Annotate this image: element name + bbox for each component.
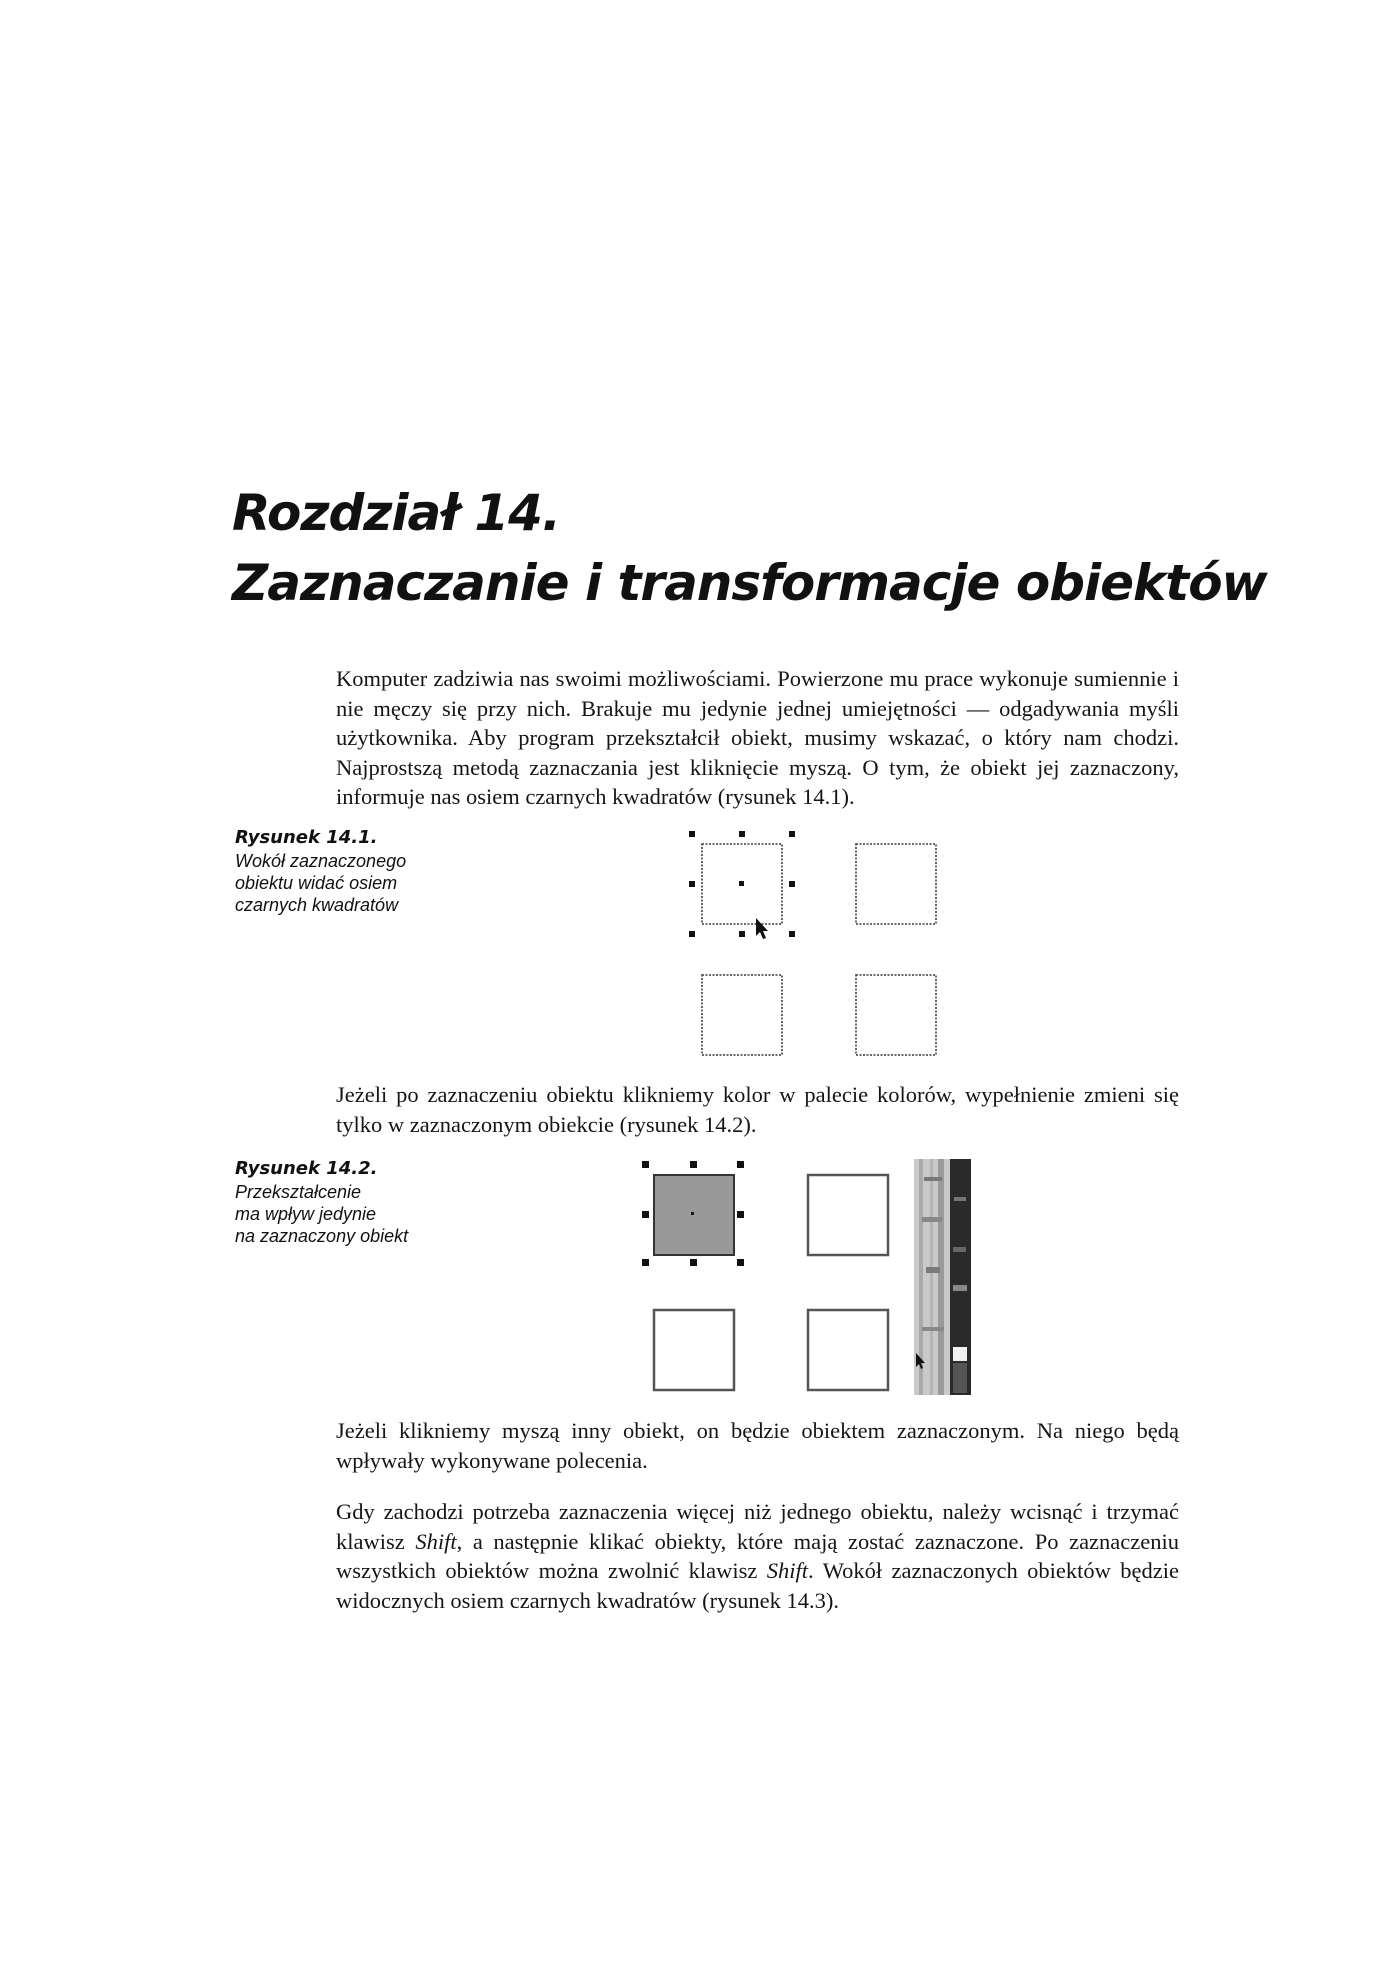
handle-n [690, 1161, 697, 1168]
intro-paragraph: Komputer zadziwia nas swoimi możliwościami. Powierzone mu prace wykonuje sumiennie i nie męczy się przy nich. Brakuje mu jedynie jednej umiejętności — odgadywania myśli użytkownika. Aby program przekształcił obiekt, musimy wskazać, o który nam chodzi. Najprostszą metodą zaznaczania jest kliknięcie myszą. O tym, że obiekt jej zaznaczony, informuje nas osiem czarnych kwadratów (rysunek 14.1). [336, 666, 1179, 809]
square-top-right [808, 1175, 888, 1255]
handle-ne [737, 1161, 744, 1168]
paragraph-multi-select [336, 1497, 1179, 1615]
figure-14-2 [638, 1157, 998, 1397]
square-bottom-left [702, 975, 782, 1055]
chapter-title [232, 478, 1267, 618]
text-run: , a następnie klikać obiekty, które mają zostać zaznaczone. Po zaznaczeniu wszystkich obiektów można zwolnić klawisz [336, 1528, 1179, 1583]
handle-sw [642, 1259, 649, 1266]
caption-line: Wokół zaznaczonego [235, 851, 407, 871]
figure-label: Rysunek 14.1. [235, 827, 378, 848]
handle-e [737, 1211, 744, 1218]
square-top-right [856, 844, 936, 924]
handle-nw [642, 1161, 649, 1168]
chapter-number: Rozdział 14. [232, 484, 560, 542]
figure-caption-14-1 [235, 826, 460, 916]
caption-line: ma wpływ jedynie [235, 1204, 377, 1224]
color-palette-icon [914, 1159, 971, 1395]
shift-key-term: Shift [766, 1558, 809, 1583]
figure-14-1 [684, 826, 954, 1066]
square-bottom-left [654, 1310, 734, 1390]
caption-line: na zaznaczony obiekt [235, 1226, 409, 1246]
square-bottom-right [808, 1310, 888, 1390]
handle-w [642, 1211, 649, 1218]
paragraph-color-fill: Jeżeli po zaznaczeniu obiektu klikniemy kolor w palecie kolorów, wypełnienie zmieni się tylko w zaznaczonym obiekcie (rysunek 14.2). [336, 1082, 1179, 1137]
handle-s [690, 1259, 697, 1266]
handle-w [689, 881, 695, 887]
handle-se [789, 931, 795, 937]
center-mark [739, 881, 744, 886]
paragraph-other-object: Jeżeli klikniemy myszą inny obiekt, on będzie obiektem zaznaczonym. Na niego będą wpływały wykonywane polecenia. [336, 1418, 1179, 1473]
arrow-cursor-icon [756, 918, 768, 939]
handle-s [739, 931, 745, 937]
text-run: . Wokół zaznaczonych obiektów będzie widocznych osiem czarnych kwadratów (rysunek 14.3). [336, 1558, 1180, 1613]
chapter-name: Zaznaczanie i transformacje obiektów [232, 554, 1267, 612]
handle-se [737, 1259, 744, 1266]
selection-handles [689, 831, 795, 937]
square-bottom-right [856, 975, 936, 1055]
handle-e [789, 881, 795, 887]
caption-line: obiektu widać osiem [235, 873, 398, 893]
handle-nw [689, 831, 695, 837]
figure-label: Rysunek 14.2. [235, 1158, 378, 1179]
handle-ne [789, 831, 795, 837]
caption-line: Przekształcenie [235, 1182, 362, 1202]
figure-caption-14-2 [235, 1157, 460, 1247]
text-run: Gdy zachodzi potrzeba zaznaczenia więcej niż jednego obiektu, należy wcisnąć i trzymać klawisz [336, 1499, 1179, 1554]
handle-n [739, 831, 745, 837]
center-mark [691, 1212, 694, 1215]
shift-key-term: Shift [415, 1528, 457, 1554]
caption-line: czarnych kwadratów [235, 895, 399, 915]
handle-sw [689, 931, 695, 937]
